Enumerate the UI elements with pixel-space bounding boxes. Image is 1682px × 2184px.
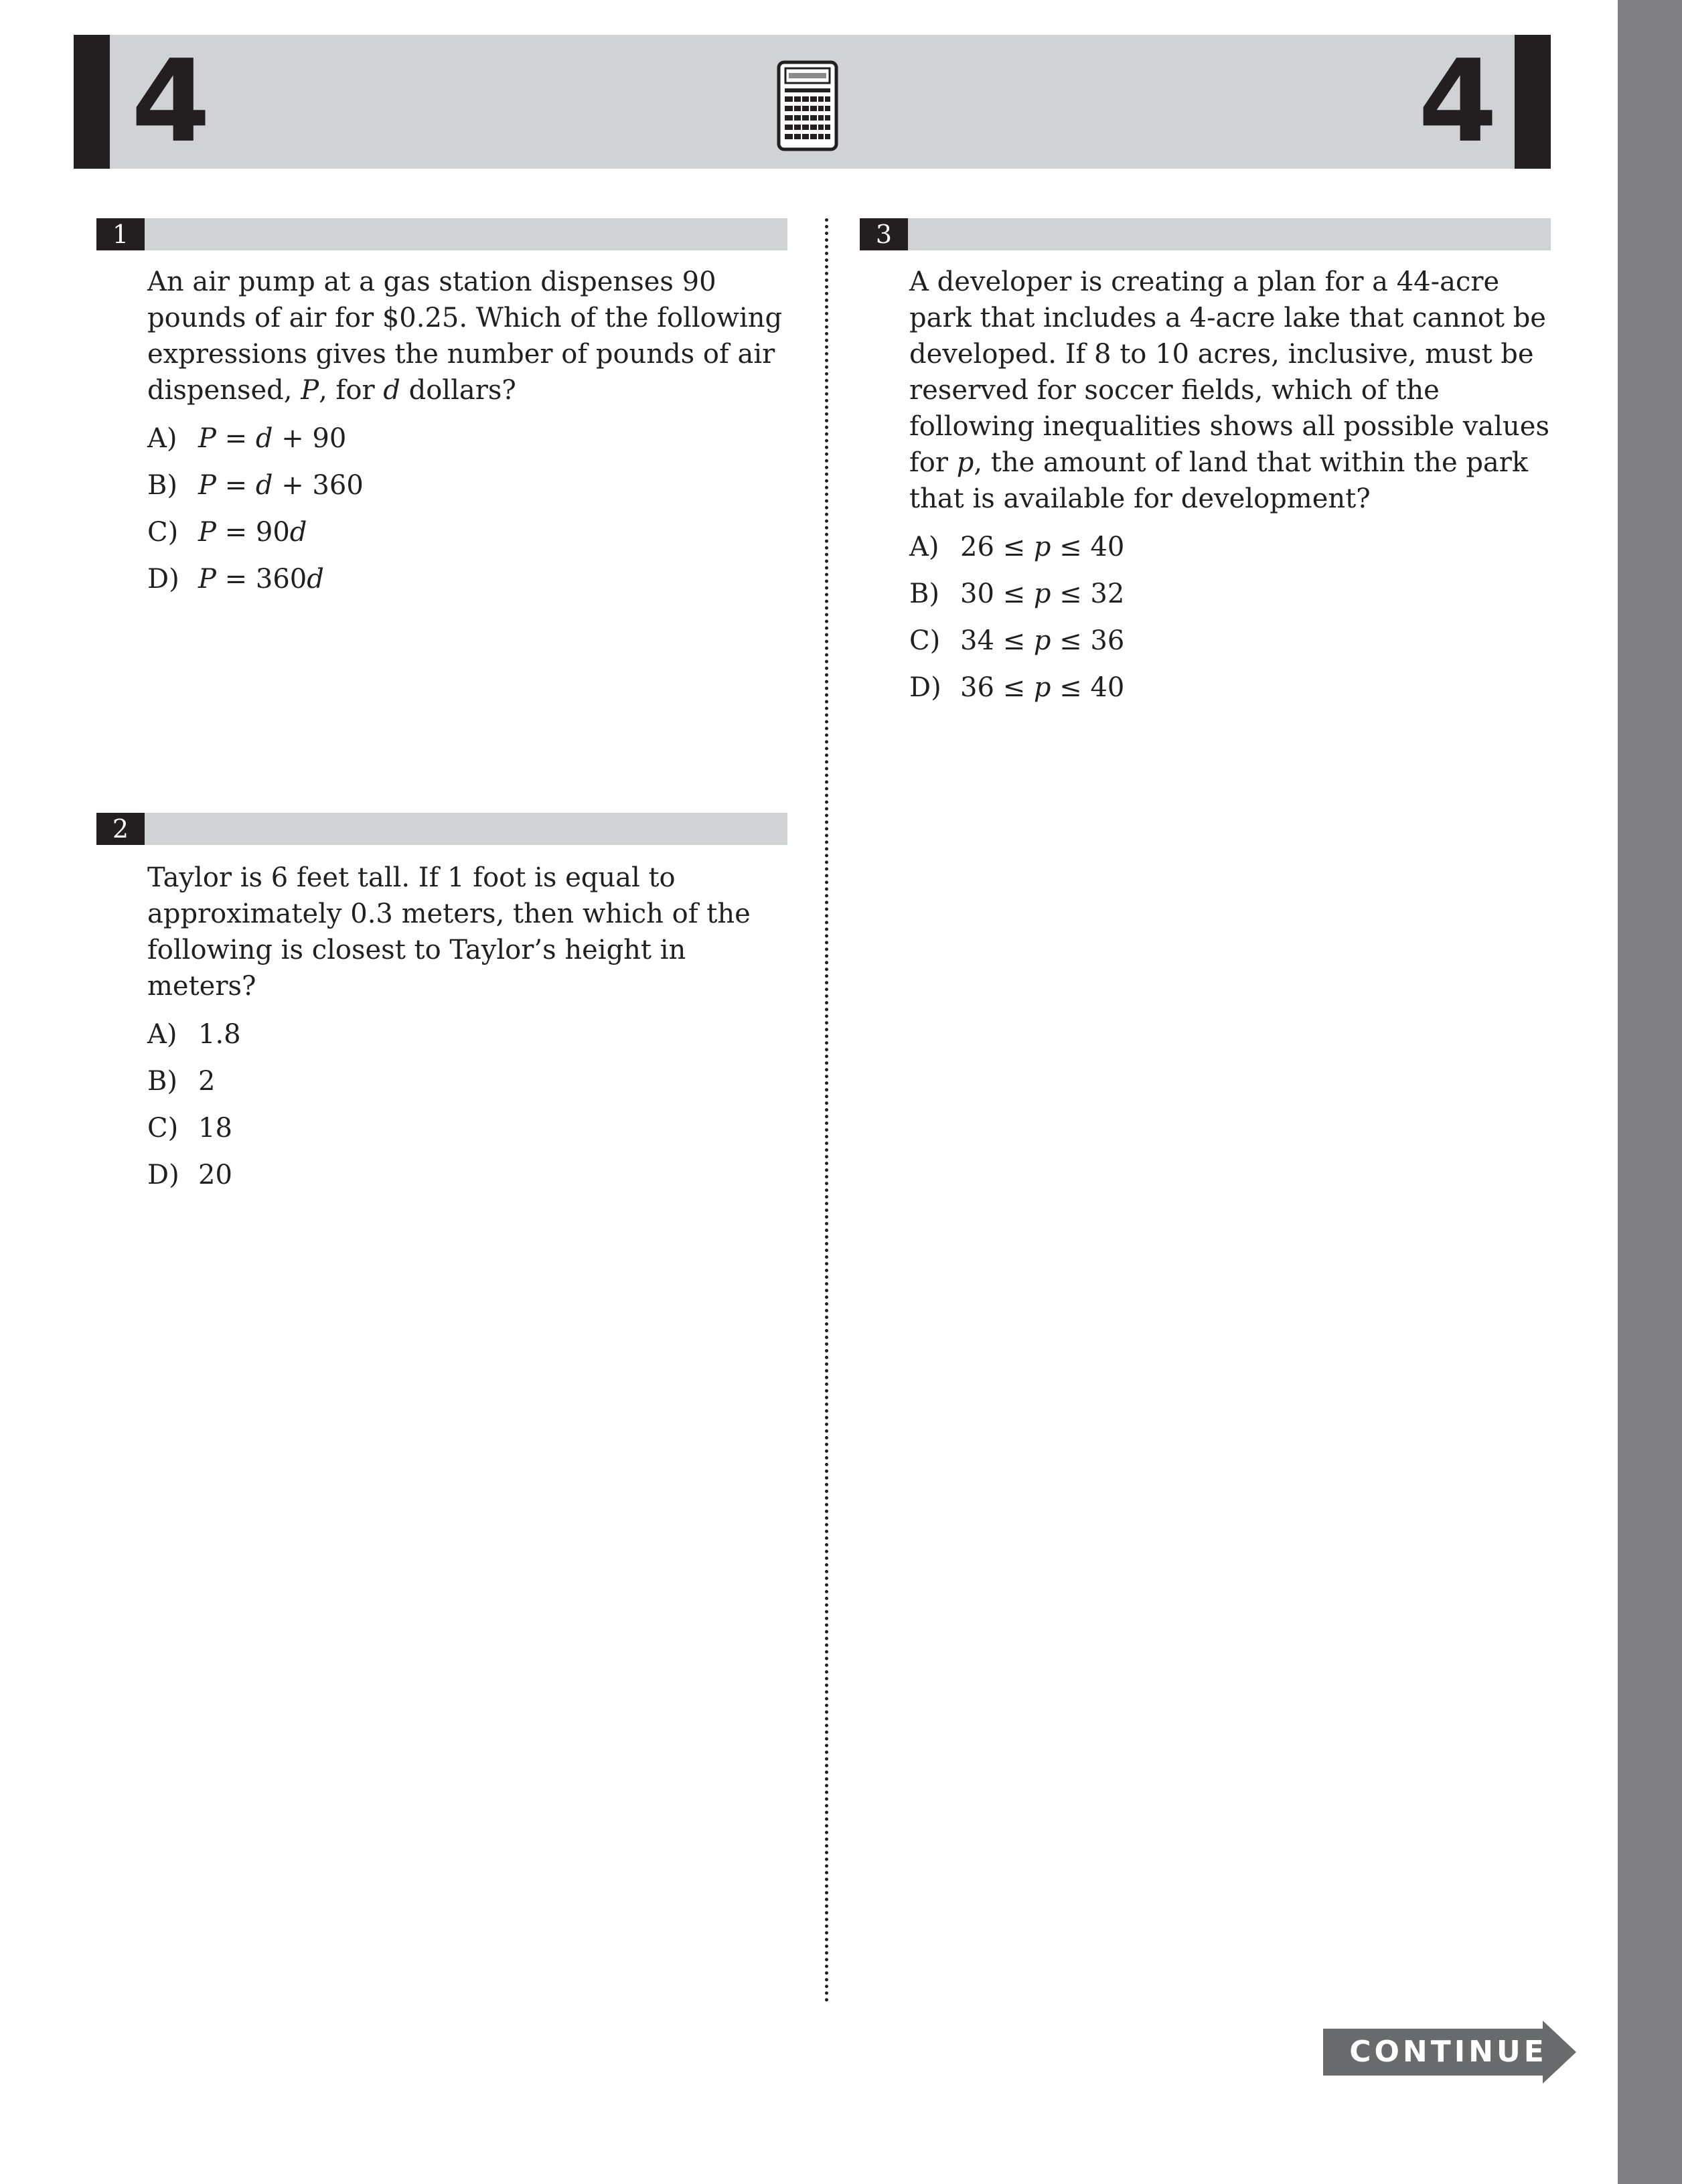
answer-choice-b[interactable]: B) 30 ≤ p ≤ 32 [909, 578, 1125, 609]
question-stem: An air pump at a gas station dispenses 90 pounds of air for $0.25. Which of the following expressions gives the number of pounds of air dispensed, P, for d dollars? [147, 266, 783, 406]
question-number: 1 [96, 218, 145, 250]
header-bar-right [1515, 35, 1551, 169]
section-number-right: 4 [1418, 35, 1498, 168]
header-bar-left [74, 35, 110, 169]
answer-choice-a[interactable]: A) P = d + 90 [147, 423, 347, 454]
side-margin-strip [1618, 0, 1682, 2184]
column-divider [825, 218, 828, 2003]
answer-choice-b[interactable]: B) P = d + 360 [147, 470, 364, 501]
question-3 [909, 264, 1552, 711]
question-2 [147, 860, 790, 1198]
answer-choice-d[interactable]: D) 20 [147, 1160, 232, 1190]
answer-choice-b[interactable]: B) 2 [147, 1066, 216, 1097]
answer-choice-c[interactable]: C) 18 [147, 1113, 232, 1144]
question-stem: Taylor is 6 feet tall. If 1 foot is equal to approximately 0.3 meters, then which of the following is closest to Taylor’s height in meters? [147, 862, 751, 1002]
answer-choice-d[interactable]: D) 36 ≤ p ≤ 40 [909, 672, 1125, 703]
continue-button[interactable] [1323, 2021, 1578, 2084]
question-number: 3 [860, 218, 908, 250]
section-number-left: 4 [131, 35, 211, 168]
answer-choice-a[interactable]: A) 1.8 [147, 1019, 241, 1050]
question-stem: A developer is creating a plan for a 44-acre park that includes a 4-acre lake that cannot be developed. If 8 to 10 acres, inclusive, must be reserved for soccer fields, which of the following inequalities shows all possible values for p, the amount of land that within the park that is available for development? [909, 266, 1549, 514]
question-1 [147, 264, 790, 603]
calculator-icon [777, 60, 838, 151]
answer-choice-c[interactable]: C) P = 90d [147, 517, 307, 548]
question-1-bar [96, 218, 787, 250]
question-3-bar [860, 218, 1551, 250]
question-2-bar [96, 813, 787, 845]
answer-choice-c[interactable]: C) 34 ≤ p ≤ 36 [909, 625, 1125, 656]
answer-choice-a[interactable]: A) 26 ≤ p ≤ 40 [909, 532, 1125, 562]
answer-choice-d[interactable]: D) P = 360d [147, 564, 324, 595]
question-number: 2 [96, 813, 145, 845]
continue-label: CONTINUE [1349, 2035, 1547, 2069]
